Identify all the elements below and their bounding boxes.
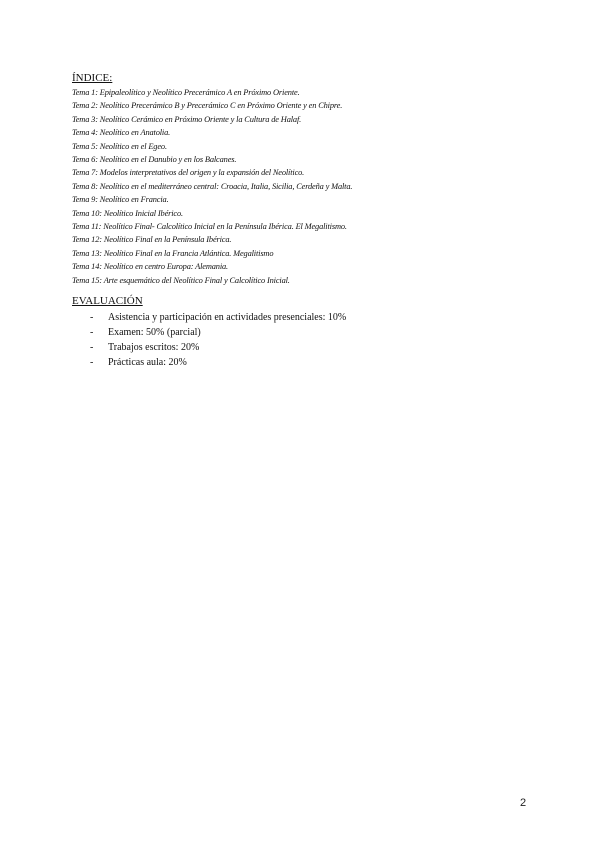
page-number: 2 (520, 797, 527, 809)
bullet-dash: - (90, 312, 94, 324)
evaluacion-item-text: Trabajos escritos: 20% (108, 342, 200, 354)
indice-item: Tema 12: Neolítico Final en la Península Ibérica. (72, 235, 232, 245)
bullet-dash: - (90, 327, 94, 339)
evaluacion-item (72, 355, 542, 370)
indice-item: Tema 2: Neolítico Precerámico B y Precerámico C en Próximo Oriente y en Chipre. (72, 101, 343, 111)
indice-item: Tema 9: Neolítico en Francia. (72, 195, 169, 205)
evaluacion-item-text: Prácticas aula: 20% (108, 357, 187, 369)
page-content (72, 72, 542, 370)
evaluacion-item (72, 310, 542, 325)
indice-item: Tema 4: Neolítico en Anatolia. (72, 128, 171, 138)
evaluacion-item (72, 340, 542, 355)
indice-item: Tema 3: Neolítico Cerámico en Próximo Oriente y la Cultura de Halaf. (72, 114, 302, 124)
indice-item: Tema 5: Neolítico en el Egeo. (72, 141, 167, 151)
indice-item: Tema 6: Neolítico en el Danubio y en los Balcanes. (72, 155, 237, 165)
evaluacion-item-text: Asistencia y participación en actividades presenciales: 10% (108, 312, 347, 324)
indice-item: Tema 8: Neolítico en el mediterráneo central: Croacia, Italia, Sicilia, Cerdeña y Malta. (72, 181, 353, 191)
indice-item: Tema 11: Neolítico Final- Calcolítico Inicial en la Península Ibérica. El Megalitismo. (72, 222, 347, 232)
indice-item: Tema 13: Neolítico Final en la Francia Atlántica. Megalitismo (72, 248, 274, 258)
bullet-dash: - (90, 357, 94, 369)
indice-list (72, 86, 542, 287)
indice-item: Tema 14: Neolítico en centro Europa: Alemania. (72, 262, 229, 272)
indice-item: Tema 15: Arte esquemático del Neolítico Final y Calcolítico Inicial. (72, 275, 290, 285)
indice-item: Tema 1: Epipaleolítico y Neolítico Precerámico A en Próximo Oriente. (72, 88, 300, 97)
indice-item: Tema 7: Modelos interpretativos del origen y la expansión del Neolítico. (72, 168, 305, 178)
indice-item: Tema 10: Neolítico Inicial Ibérico. (72, 208, 183, 218)
indice-heading: ÍNDICE: (72, 72, 113, 84)
evaluacion-item-text: Examen: 50% (parcial) (108, 327, 201, 339)
evaluacion-heading: EVALUACIÓN (72, 295, 143, 308)
evaluacion-item (72, 325, 542, 340)
bullet-dash: - (90, 342, 94, 354)
evaluacion-list (72, 310, 542, 370)
